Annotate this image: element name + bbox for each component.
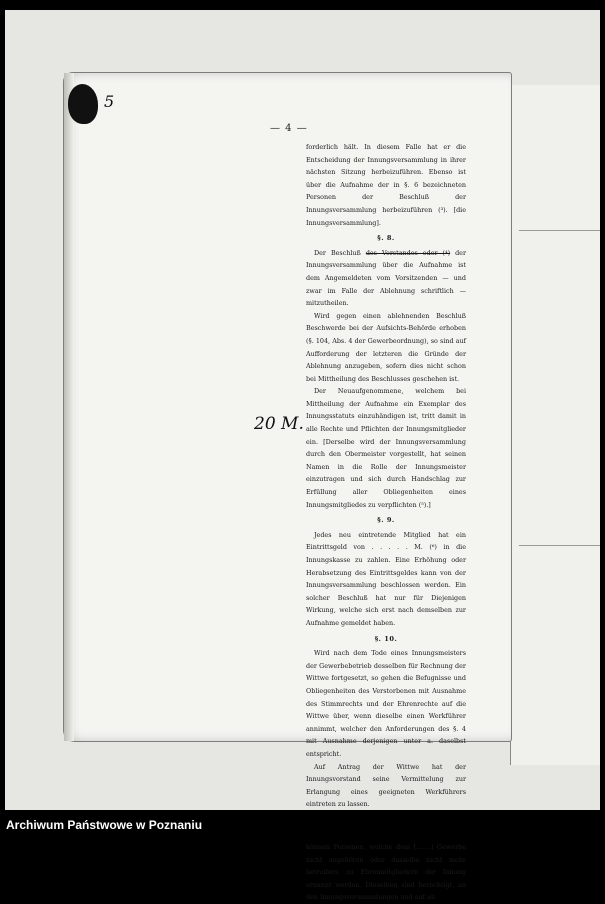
- rule-line: [519, 545, 600, 546]
- handwritten-margin-note: 20 M.: [254, 414, 304, 434]
- paragraph: Jedes neu eintretende Mitglied hat ein Eintrittsgeld von . . . . . M. (⁶) in die Innungskasse zu zahlen. Eine Erhöhung oder Herabsetzung des Eintrittsgeldes kann von der Innungsversammlung beschlossen werden. Ein solcher Beschluß hat nur für Diejenigen Wirkung, welche sich erst nach demselben zur Aufnahme gemeldet haben.: [306, 530, 466, 627]
- section-heading: §. 8.: [377, 234, 395, 243]
- back-page: [510, 85, 600, 765]
- archive-footer: [0, 810, 605, 840]
- page-binding-edge: [64, 73, 74, 741]
- section-heading: §. 9.: [377, 516, 395, 525]
- text-span: der Innungsversammlung über die Aufnahme ist dem Angemeldeten vom Vorsitzenden — und zwar im Falle der Ablehnung schriftlich — mitzutheilen.: [306, 248, 467, 308]
- punch-hole: [68, 84, 98, 124]
- paragraph: Der Neuaufgenommene, welchem bei Mittheilung der Aufnahme ein Exemplar des Innungsstatuts einzuhändigen ist, tritt damit in alle Rechte und Pflichten der Innungsmitglieder ein. [Derselbe wird der Innungsversammlung durch den Obermeister vorgestellt, hat seinen Namen in die Rolle der Innungsmeister einzutragen und sich durch Handschlag zur Erfüllung aller Obliegenheiten eines Innungsmitgliedes zu verpflichten (⁵).]: [306, 387, 466, 509]
- paragraph: Wird gegen einen ablehnenden Beschluß Beschwerde bei der Aufsichts-Behörde erhoben (§. 104, Abs. 4 der Gewerbeordnung), so sind auf Aufforderung der letzteren die Gründe der Ablehnung anzugeben, sofern dies nicht schon bei Mittheilung des Beschlusses geschehen ist.: [306, 311, 466, 383]
- archive-label: Archiwum Państwowe w Poznaniu: [6, 818, 203, 832]
- paragraph: Wird nach dem Tode eines Innungsmeisters der Gewerbebetrieb desselben für Rechnung der Wittwe fortgesetzt, so gehen die Befugnisse und Obliegenheiten des Verstorbenen mit Ausnahme des Stimmrechts und der Ehrenrechte auf die Wittwe über, wenn dieselbe einen Werkführer annimmt, welcher den Anforderungen des §. 4 mit Ausnahme derjenigen unter a. daselbst entspricht.: [306, 649, 466, 758]
- paragraph: Auf Antrag der Wittwe hat der Innungsvorstand seine Vermittelung zur Erlangung eines geeigneten Werkführers eintreten zu lassen.: [306, 762, 466, 809]
- paragraph: forderlich hält. In diesem Falle hat er die Entscheidung der Innungsversammlung in ihrer nächsten Sitzung herbeizuführen. Ebenso ist über die Aufnahme der in §. 6 bezeichneten Personen der Beschluß der Innungsversammlung herbeizuführen (³). [die Innungsversammlung].: [306, 143, 466, 227]
- page-number: — 4 —: [270, 123, 308, 134]
- text-span: Der Beschluß: [314, 248, 366, 257]
- section-heading: §. 10.: [374, 634, 398, 643]
- rule-line: [519, 230, 600, 231]
- paragraph: [306, 247, 466, 310]
- paragraph: können Personen, welche dem [.......] Gewerbe nicht angehören oder dasselbe nicht mehr betreiben, zu Ehrenmitgliedern der Innung ernannt werden. Dieselben sind berechtigt, an den Innungsversammlungen und auf an: [306, 843, 466, 902]
- struck-text: des Vorstandes oder (⁴): [365, 248, 451, 257]
- statute-text: [306, 141, 466, 904]
- folio-number: 5: [104, 92, 115, 111]
